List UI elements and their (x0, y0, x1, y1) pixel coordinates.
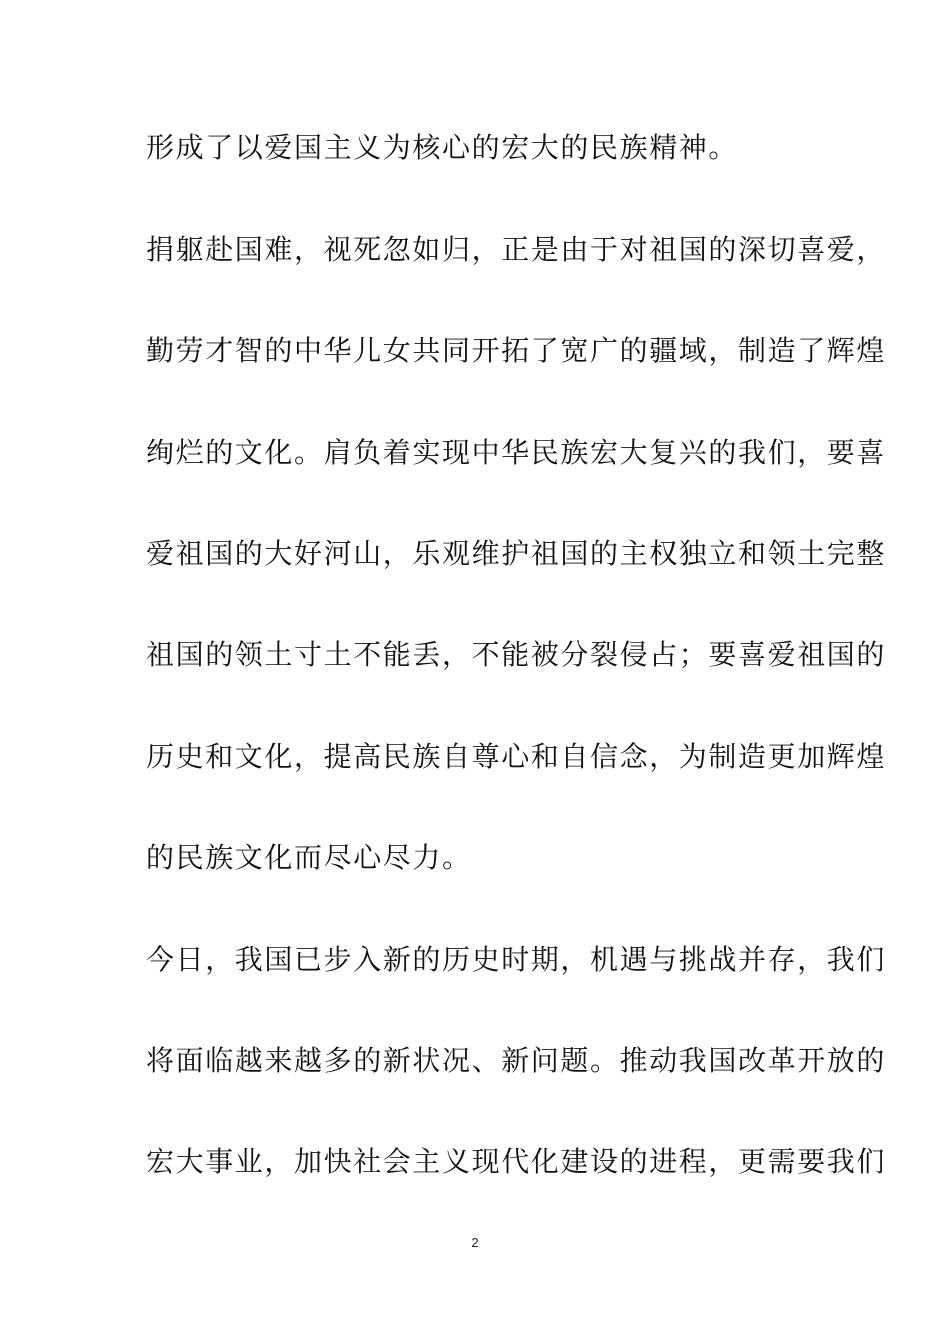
body-text-line: 爱祖国的大好河山，乐观维护祖国的主权独立和领土完整 (146, 537, 887, 570)
body-text-line: 绚烂的文化。肩负着实现中华民族宏大复兴的我们，要喜 (146, 436, 887, 469)
body-text-line: 的民族文化而尽心尽力。 (146, 841, 472, 874)
body-text-line: 勤劳才智的中华儿女共同开拓了宽广的疆域，制造了辉煌 (146, 334, 887, 367)
body-text-line: 历史和文化，提高民族自尊心和自信念，为制造更加辉煌 (146, 740, 887, 773)
body-text-line: 今日，我国已步入新的历史时期，机遇与挑战并存，我们 (146, 943, 887, 976)
body-text-line: 祖国的领土寸土不能丢，不能被分裂侵占；要喜爱祖国的 (146, 638, 887, 671)
body-text-line: 宏大事业，加快社会主义现代化建设的进程，更需要我们 (146, 1145, 887, 1178)
body-text-line: 形成了以爱国主义为核心的宏大的民族精神。 (146, 131, 739, 164)
page-number: 2 (471, 1235, 479, 1250)
body-text-line: 将面临越来越多的新状况、新问题。推动我国改革开放的 (146, 1044, 887, 1077)
body-text-line: 捐躯赴国难，视死忽如归，正是由于对祖国的深切喜爱， (146, 233, 887, 266)
